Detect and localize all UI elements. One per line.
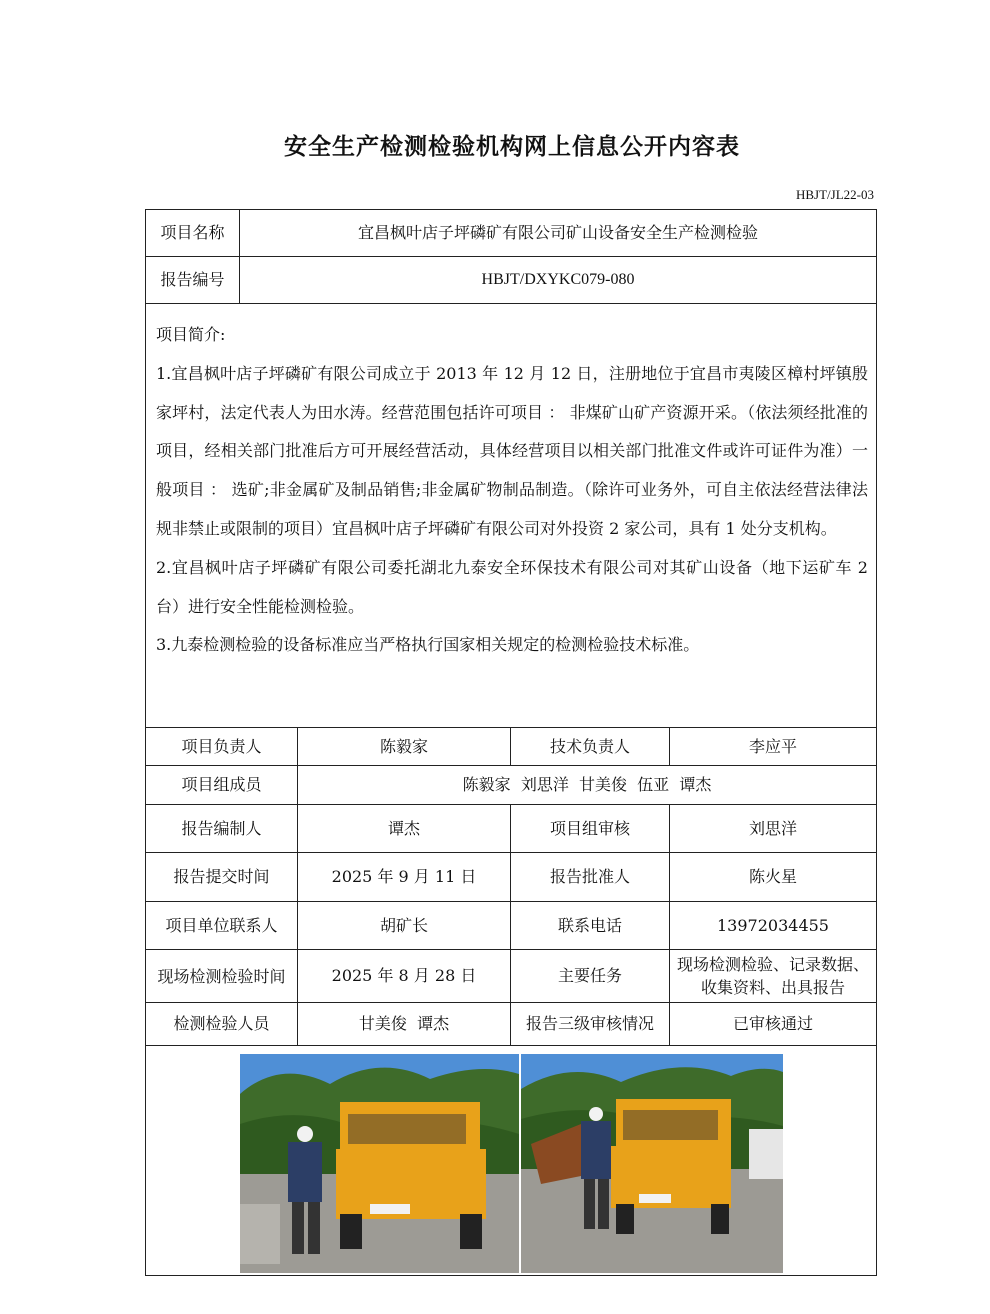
site-time-value: 2025 年 8 月 28 日 [298,950,511,1002]
group-review-value: 刘思洋 [670,805,877,852]
submit-time-label: 报告提交时间 [146,853,298,901]
group-review-label: 项目组审核 [511,805,670,852]
tech-leader-value: 李应平 [670,728,877,765]
approver-label: 报告批准人 [511,853,670,901]
members-label: 项目组成员 [146,766,298,804]
audit-label: 报告三级审核情况 [511,1003,670,1045]
contact-label: 项目单位联系人 [146,902,298,949]
tech-leader-label: 技术负责人 [511,728,670,765]
leader-value: 陈毅家 [298,728,511,765]
compiler-row [146,805,877,853]
leader-row [146,728,877,766]
photo-row [146,1046,877,1276]
compiler-label: 报告编制人 [146,805,298,852]
audit-value: 已审核通过 [670,1003,877,1045]
document-code: HBJT/JL22-03 [796,187,874,202]
site-time-row [146,950,877,1003]
intro-paragraph-1: 1.宜昌枫叶店子坪磷矿有限公司成立于 2013 年 12 月 12 日，注册地位于宜昌市夷陵区樟村坪镇殷家坪村，法定代表人为田水涛。经营范围包括许可项目 ： 非煤矿山矿产资源开采。（依法须经批准的项目，经相关部门批准后方可开展经营活动，具体经营项目以相关部门批准文件或许可证件为准）一般项目 ： 选矿;非金属矿及制品销售;非金属矿物制品制造。（除许可业务外，可自主依法经营法律法规非禁止或限制的项目）宜昌枫叶店子坪磷矿有限公司对外投资 2 家公司，具有 1 处分支机构。 [156,363,868,538]
page-title: 安全生产检测检验机构网上信息公开内容表 [284,134,740,160]
members-value: 陈毅家 刘思洋 甘美俊 伍亚 谭杰 [298,766,877,804]
intro-paragraph-2: 2.宜昌枫叶店子坪磷矿有限公司委托湖北九泰安全环保技术有限公司对其矿山设备（地下运矿车 2 台）进行安全性能检测检验。 [156,557,868,616]
contact-value: 胡矿长 [298,902,511,949]
contact-row [146,902,877,950]
submit-row [146,853,877,902]
main-task-label: 主要任务 [511,950,670,1002]
report-number-label: 报告编号 [146,257,240,303]
site-photo-1 [240,1054,519,1273]
inspector-row [146,1003,877,1046]
main-task-value: 现场检测检验、记录数据、收集资料、出具报告 [670,950,877,1002]
photo-cell [146,1046,877,1275]
inspector-value: 甘美俊 谭杰 [298,1003,511,1045]
leader-label: 项目负责人 [146,728,298,765]
project-intro [146,304,877,727]
site-photo-1-image [240,1054,519,1273]
compiler-value: 谭杰 [298,805,511,852]
site-photo-2-image [521,1054,783,1273]
phone-label: 联系电话 [511,902,670,949]
disclosure-form [145,209,877,1276]
site-time-label: 现场检测检验时间 [146,950,298,1002]
submit-time-value: 2025 年 9 月 11 日 [298,853,511,901]
report-number-value: HBJT/DXYKC079-080 [240,257,877,303]
phone-value: 13972034455 [670,902,877,949]
intro-label: 项目简介: [156,325,226,344]
project-name-row [146,210,877,257]
project-name-label: 项目名称 [146,210,240,256]
approver-value: 陈火星 [670,853,877,901]
inspector-label: 检测检验人员 [146,1003,298,1045]
site-photo-2 [521,1054,783,1273]
members-row [146,766,877,805]
project-intro-row [146,304,877,728]
project-name-value: 宜昌枫叶店子坪磷矿有限公司矿山设备安全生产检测检验 [240,210,877,256]
report-number-row [146,257,877,304]
intro-paragraph-3: 3.九泰检测检验的设备标准应当严格执行国家相关规定的检测检验技术标准。 [156,635,700,655]
